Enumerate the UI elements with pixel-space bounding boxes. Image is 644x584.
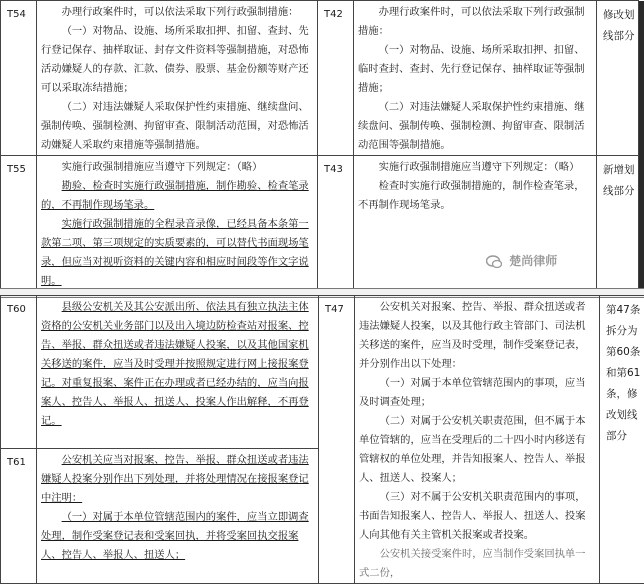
paragraph: 实施行政强制措施应当遵守下列规定：（略） (41, 158, 313, 177)
old-article-number: T43 (318, 156, 354, 296)
table-row (1, 156, 644, 296)
table-row (1, 296, 644, 449)
paragraph: 公安机关接受案件时，应当制作受案回执单一式二份， (359, 545, 595, 583)
paragraph: 办理行政案件时，可以依法采取下列行政强制措施： (41, 3, 313, 22)
bottom-table (0, 295, 644, 584)
scroll-edge (639, 1, 644, 156)
paragraph: （二）对属于公安机关职责范围，但不属于本单位管辖的，应当在受理后的二十四小时内移送有管辖权的单位处理，并告知报案人、控告人、举报人、扭送人、投案人； (359, 412, 595, 488)
new-article-number: T61 (1, 449, 37, 584)
new-article-text (37, 1, 318, 156)
paragraph: （一）对物品、设施、场所采取扣押、扣留、临时查封、查封、先行登记保存、抽样取证等强制措施； (358, 41, 592, 98)
new-article-number: T55 (1, 156, 37, 296)
new-article-number: T60 (1, 296, 37, 449)
watermark-text: 楚尚律师 (509, 254, 557, 268)
old-article-text (354, 156, 597, 296)
comparison-table-top (0, 0, 644, 290)
paragraph: （二）对违法嫌疑人采取保护性约束措施、继续盘问、强制传唤、强制检测、拘留审查、限制活动范围，对恐怖活动嫌疑人采取约束措施等强制措施。 (41, 98, 313, 155)
paragraph: 实施行政强制措施的全程录音录像，已经具备本条第一款第二项、第三项规定的实质要素的，可以替代书面现场笔录，但应当对视听资料的关键内容和相应时间段等作文字说明。 (41, 215, 313, 291)
paragraph: （一）对物品、设施、场所采取扣押、扣留、查封、先行登记保存、抽样取证、封存文件资料等强制措施，对恐怖活动嫌疑人的存款、汇款、债券、股票、基金份额等财产还可以采取冻结措施； (41, 22, 313, 98)
comparison-table-bottom (0, 295, 644, 569)
change-note: 修改划线部分 (597, 1, 639, 156)
new-article-text (37, 449, 319, 584)
old-article-text (355, 296, 600, 584)
old-article-number: T47 (319, 296, 355, 584)
paragraph: 县级公安机关及其公安派出所、依法具有独立执法主体资格的公安机关业务部门以及出入境边防检查站对报案、控告、举报、群众扭送或者违法嫌疑人投案，以及其他国家机关移送的案件，应当及时受理并按照规定进行网上接报案登记。对重复报案、案件正在办理或者已经办结的，应当向报案人、控告人、举报人、扭送人、投案人作出解释，不再登记。 (41, 298, 314, 431)
paragraph: （二）对违法嫌疑人采取保护性约束措施、继续盘问、强制传唤、强制检测、拘留审查、限制活动范围等强制措施。 (358, 98, 592, 155)
paragraph: 实施行政强制措施应当遵守下列规定：（略） (358, 158, 592, 177)
paragraph: 公安机关对报案、控告、举报、群众扭送或者违法嫌疑人投案，以及其他行政主管部门、司法机关移送的案件，应当及时受理，制作受案登记表，并分别作出以下处理： (359, 298, 595, 374)
change-note: 第47条拆分为第60条和第61条，修改划线部分 (600, 296, 644, 584)
scroll-edge (639, 156, 644, 296)
paragraph: 勘验、检查时实施行政强制措施，制作勘验、检查笔录的，不再制作现场笔录。 (41, 177, 313, 215)
paragraph: （一）对属于本单位管辖范围内的案件，应当立即调查处理，制作受案登记表和受案回执，并将受案回执交报案人、控告人、举报人、扭送人； (41, 508, 314, 565)
old-article-text (354, 1, 597, 156)
chat-bubble-icon (486, 255, 502, 269)
new-article-number: T54 (1, 1, 37, 156)
paragraph: （一）对属于本单位管辖范围内的事项，应当及时调查处理； (359, 374, 595, 412)
watermark (486, 252, 557, 269)
old-article-number: T42 (318, 1, 354, 156)
paragraph: 检查时实施行政强制措施的，制作检查笔录，不再制作现场笔录。 (358, 177, 592, 215)
paragraph: （三）对不属于公安机关职责范围内的事项，书面告知报案人、控告人、举报人、扭送人、投案人向其他有关主管机关报案或者投案。 (359, 488, 595, 545)
new-article-text (37, 296, 319, 449)
paragraph: 办理行政案件时，可以依法采取下列行政强制措施： (358, 3, 592, 41)
table-row (1, 1, 644, 156)
new-article-text (37, 156, 318, 296)
change-note: 新增划线部分 (597, 156, 639, 296)
paragraph: 公安机关应当对报案、控告、举报、群众扭送或者违法嫌疑人投案分别作出下列处理，并将处理情况在接报案登记中注明： (41, 451, 314, 508)
